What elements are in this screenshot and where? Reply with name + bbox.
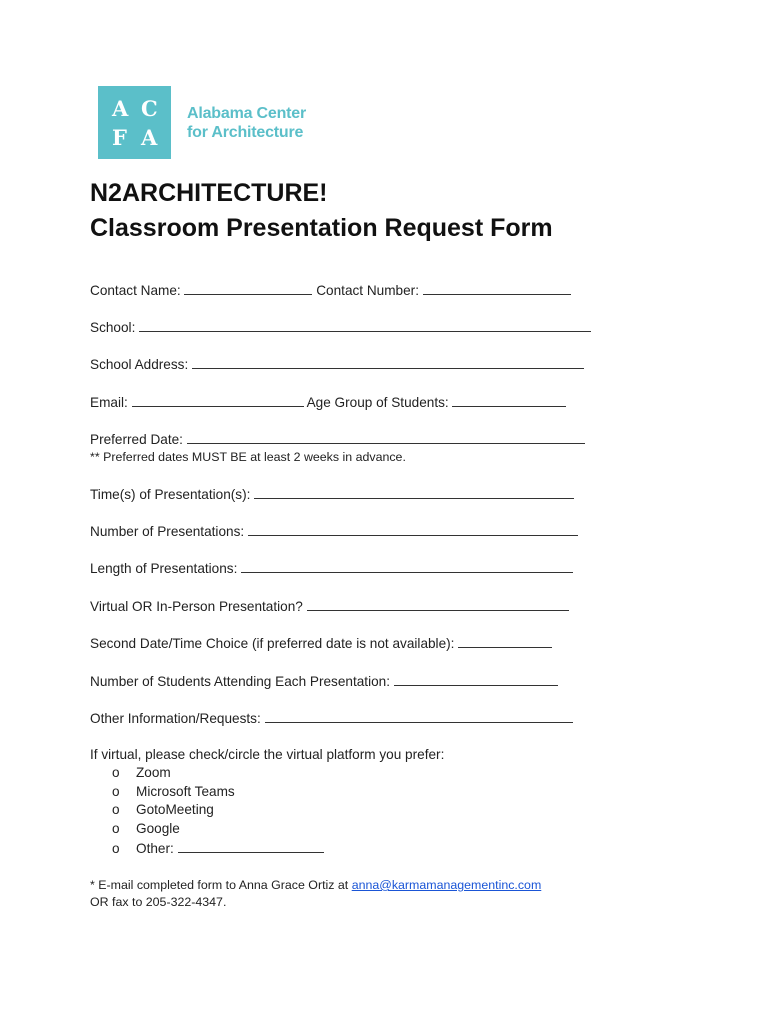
second-choice-label: Second Date/Time Choice (if preferred date is not available): (90, 636, 455, 651)
second-choice-field[interactable] (458, 633, 552, 648)
logo-name-line2: for Architecture (187, 123, 304, 141)
number-presentations-field[interactable] (248, 521, 578, 536)
times-label: Time(s) of Presentation(s): (90, 487, 251, 502)
row-preferred-date (90, 429, 585, 449)
platform-label: Microsoft Teams (136, 783, 235, 799)
school-label: School: (90, 320, 136, 335)
times-field[interactable] (254, 484, 574, 499)
page-title (90, 176, 553, 246)
length-presentations-field[interactable] (241, 558, 573, 573)
platform-options (112, 764, 324, 857)
contact-name-field[interactable] (184, 280, 312, 295)
preferred-date-note: ** Preferred dates MUST BE at least 2 weeks in advance. (90, 450, 406, 464)
email-link[interactable]: anna@karmamanagementinc.com (351, 878, 542, 892)
footer-line1 (90, 877, 541, 894)
row-school (90, 317, 591, 337)
title-line2: Classroom Presentation Request Form (90, 214, 553, 242)
bullet-icon: o (112, 765, 120, 780)
length-presentations-label: Length of Presentations: (90, 561, 238, 576)
school-field[interactable] (139, 317, 591, 332)
platform-label: Zoom (136, 765, 171, 780)
logo-mark (98, 86, 171, 159)
logo-letter-f: F (112, 125, 127, 150)
other-info-field[interactable] (265, 708, 573, 723)
bullet-icon: o (112, 783, 120, 799)
other-info-label: Other Information/Requests: (90, 711, 261, 726)
platform-prompt: If virtual, please check/circle the virtual platform you prefer: (90, 747, 445, 762)
students-attending-label: Number of Students Attending Each Presentation: (90, 674, 391, 689)
preferred-date-label: Preferred Date: (90, 432, 183, 447)
row-virtual-in-person (90, 596, 569, 616)
bullet-icon: o (112, 820, 120, 836)
row-students-attending (90, 671, 558, 691)
platform-option-teams[interactable] (112, 783, 324, 802)
row-other-info (90, 708, 573, 728)
age-group-field[interactable] (452, 392, 566, 407)
virtual-in-person-field[interactable] (307, 596, 569, 611)
platform-label: Other: (136, 841, 174, 857)
logo-letter-c: C (141, 96, 158, 121)
logo-name-line1: Alabama Center (187, 104, 307, 122)
platform-option-other[interactable] (112, 838, 324, 857)
logo-letter-a2: A (141, 125, 158, 150)
bullet-icon: o (112, 802, 120, 818)
email-label: Email: (90, 395, 128, 410)
platform-option-zoom[interactable] (112, 764, 324, 783)
row-second-choice (90, 633, 552, 653)
number-presentations-label: Number of Presentations: (90, 524, 245, 539)
students-attending-field[interactable] (394, 671, 558, 686)
platform-option-gotomeeting[interactable] (112, 801, 324, 820)
bullet-icon: o (112, 841, 120, 857)
contact-number-field[interactable] (423, 280, 571, 295)
virtual-in-person-label: Virtual OR In-Person Presentation? (90, 599, 303, 614)
other-platform-field[interactable] (178, 838, 324, 853)
contact-name-label: Contact Name: (90, 283, 181, 298)
row-email (90, 392, 566, 412)
row-school-address (90, 354, 584, 374)
age-group-label: Age Group of Students: (306, 395, 449, 410)
row-contact (90, 280, 571, 300)
row-number-presentations (90, 521, 578, 541)
logo-wordmark (187, 104, 306, 142)
acfa-logo (98, 86, 306, 159)
contact-number-label: Contact Number: (316, 283, 419, 298)
email-field[interactable] (132, 392, 304, 407)
footer-fax: OR fax to 205-322-4347. (90, 895, 227, 909)
title-line1: N2ARCHITECTURE! (90, 179, 328, 207)
logo-letter-a: A (112, 96, 129, 121)
school-address-label: School Address: (90, 357, 189, 372)
preferred-date-field[interactable] (187, 429, 585, 444)
school-address-field[interactable] (192, 354, 584, 369)
submission-instructions (90, 877, 541, 911)
platform-label: GotoMeeting (136, 802, 214, 818)
row-length-presentations (90, 558, 573, 578)
platform-option-google[interactable] (112, 820, 324, 839)
footer-prefix: * E-mail completed form to Anna Grace Ortiz at (90, 878, 352, 892)
platform-label: Google (136, 820, 180, 836)
row-times (90, 484, 574, 504)
